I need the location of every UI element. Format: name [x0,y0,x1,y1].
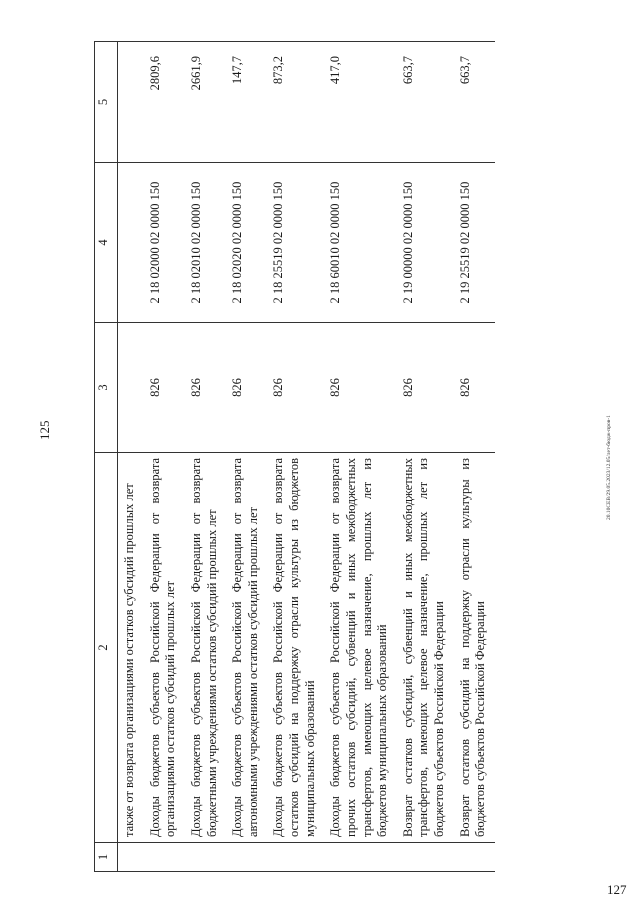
cell-code: 2 18 25519 02 0000 150 [267,163,324,323]
cell-amount: 873,2 [267,42,324,163]
cell-index [454,843,495,872]
cell-admin [118,323,144,453]
header-col-5: 5 [95,42,118,163]
table-header-row [95,42,118,872]
header-col-4: 4 [95,163,118,323]
table-row [226,42,267,872]
cell-index [144,843,185,872]
cell-name: Доходы бюджетов субъектов Российской Федерации от возврата автономными учреждениями остатков субсидий прошлых лет [226,453,267,843]
cell-amount: 663,7 [454,42,495,163]
table-row [454,42,495,872]
cell-name: также от возврата организациями остатков субсидий прошлых лет [118,453,144,843]
cell-name: Доходы бюджетов субъектов Российской Федерации от возврата остатков субсидий на поддержку отрасли культуры из бюджетов муниципальных образований [267,453,324,843]
cell-name: Доходы бюджетов субъектов Российской Федерации от возврата бюджетными учреждениями остатков субсидий прошлых лет [185,453,226,843]
cell-amount: 2809,6 [144,42,185,163]
cell-code: 2 18 60010 02 0000 150 [324,163,397,323]
cell-index [324,843,397,872]
table-row [185,42,226,872]
cell-admin: 826 [144,323,185,453]
cell-admin: 826 [324,323,397,453]
cell-amount: 417,0 [324,42,397,163]
cell-amount: 2661,9 [185,42,226,163]
cell-index [267,843,324,872]
table-row [144,42,185,872]
page-number-top: 125 [37,420,52,440]
rotated-table-container [94,42,594,872]
header-col-1: 1 [95,843,118,872]
cell-name: Возврат остатков субсидий, субвенций и иных межбюджетных трансфертов, имеющих целевое назначение, прошлых лет из бюджетов субъектов Российской Федерации [397,453,454,843]
cell-admin: 826 [226,323,267,453]
page-number-bottom: 127 [607,882,627,897]
cell-code: 2 18 02010 02 0000 150 [185,163,226,323]
cell-admin: 826 [267,323,324,453]
cell-code: 2 19 25519 02 0000 150 [454,163,495,323]
cell-index [118,843,144,872]
header-col-2: 2 [95,453,118,843]
cell-admin: 826 [397,323,454,453]
cell-code [118,163,144,323]
cell-code: 2 19 00000 02 0000 150 [397,163,454,323]
cell-index [397,843,454,872]
cell-code: 2 18 02020 02 0000 150 [226,163,267,323]
cell-amount: 663,7 [397,42,454,163]
cell-amount [118,42,144,163]
table-row [118,42,144,872]
cell-admin: 826 [454,323,495,453]
cell-amount: 147,7 [226,42,267,163]
cell-name: Доходы бюджетов субъектов Российской Федерации от возврата организациями остатков субсидий прошлых лет [144,453,185,843]
cell-name: Доходы бюджетов субъектов Российской Федерации от возврата прочих остатков субсидий, субвенций и иных межбюджетных трансфертов, имеющих целевое назначение, прошлых лет из бюджетов муниципальных образований [324,453,397,843]
cell-admin: 826 [185,323,226,453]
cell-name: Возврат остатков субсидий на поддержку отрасли культуры из бюджетов субъектов Российской Федерации [454,453,495,843]
cell-index [185,843,226,872]
cell-code: 2 18 02000 02 0000 150 [144,163,185,323]
table-row [324,42,397,872]
document-stamp: 20.10CEB/29.05.2023/12.05/лет-бюдж-пров-1 [606,415,612,520]
table-row [267,42,324,872]
table-row [397,42,454,872]
cell-index [226,843,267,872]
header-col-3: 3 [95,323,118,453]
budget-revenue-table [94,41,495,872]
